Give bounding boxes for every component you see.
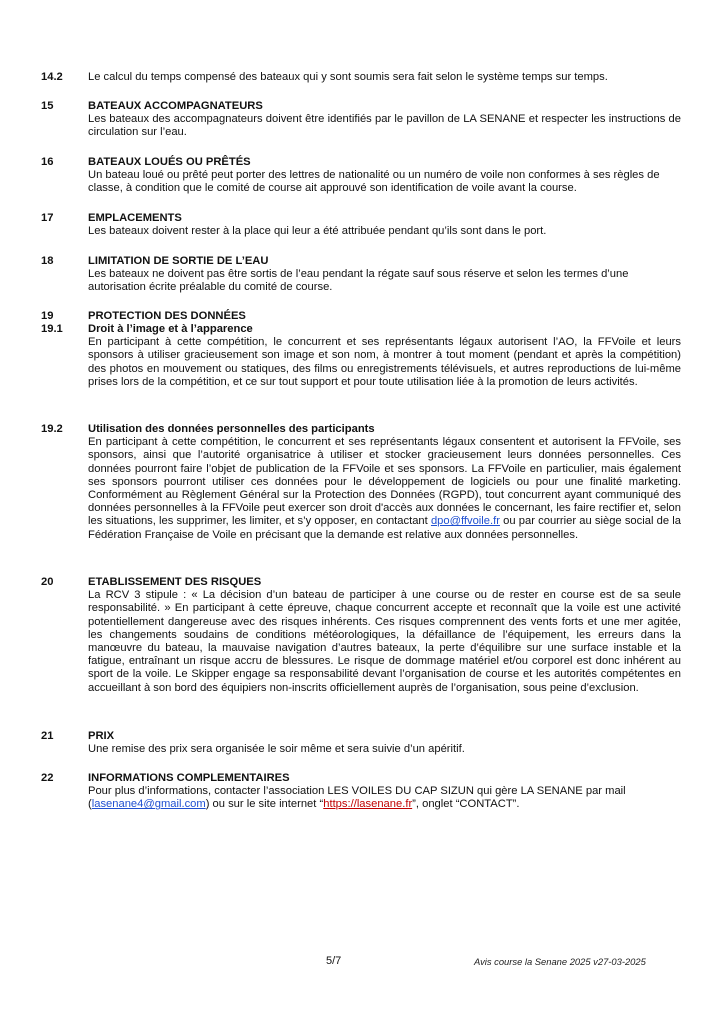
text-before: En participant à cette compétition, le concurrent et ses représentants légaux consentent et autorisent la FFVoile, ses sponsors, ainsi que l’autorité organisatrice à utiliser et stocker gracieusement leurs données personnelles. Ces données pourront faire l’objet de publication de la FFVoile et ses sponsors. La FFVoile en particulier, mais également ses sponsors pourront utiliser ces données pour le développement de logiciels ou pour une finalité marketing. Conformément au Règlement Général sur la Protection des Données (RGPD), tout concurrent ayant communiqué des données personnelles à la FFVoile peut exercer son droit d'accès aux données le concernant, les faire rectifier et, selon les situations, les supprimer, les limiter, et s’y opposer, en contactant <box>88 436 681 528</box>
section-number: 19 <box>41 310 54 322</box>
section-number: 16 <box>41 156 54 168</box>
section-text <box>88 785 681 811</box>
section-text: Les bateaux ne doivent pas être sortis de l’eau pendant la régate sauf sous réserve et selon les termes d’une autorisation écrite préalable du comité de course. <box>88 268 629 294</box>
text-after: ou par courrier au siège social de la Fédération Française de Voile en précisant que la demande est relative aux données personnelles. <box>88 515 681 541</box>
document-reference: Avis course la Senane 2025 v27-03-2025 <box>474 956 646 967</box>
section-text: La RCV 3 stipule : « La décision d’un bateau de participer à une course ou de rester en course est de sa seule responsabilité. » En participant à cette épreuve, chaque concurrent accepte et reconnaît que la voile est une activité potentiellement dangereuse avec des risques inhérents. Ces risques comprennent des vents forts et une mer agitée, les changements soudains de conditions météorologiques, la défaillance de l’équipement, les erreurs dans la manœuvre du bateau, la mauvaise navigation d’autres bateaux, la perte d’équilibre sur une surface instable et la fatigue, entraînant un risque accru de blessures. Le risque de dommage matériel et/ou corporel est donc inhérent au sport de la voile. Le Skipper engage sa responsabilité devant l’organisation de course et les autorités compétentes en accueillant à son bord des équipiers non-inscrits officiellement auprès de l’organisation, sous peine d’exclusion. <box>88 589 681 694</box>
section-number: 19.2 <box>41 423 63 435</box>
section-title: BATEAUX ACCOMPAGNATEURS <box>88 100 263 112</box>
section-text: Le calcul du temps compensé des bateaux qui y sont soumis sera fait selon le système temps sur temps. <box>88 71 608 83</box>
section-title: ETABLISSEMENT DES RISQUES <box>88 576 262 588</box>
contact-email-link[interactable]: lasenane4@gmail.com <box>91 798 206 811</box>
section-title: EMPLACEMENTS <box>88 212 182 224</box>
section-number: 14.2 <box>41 71 63 83</box>
section-number: 17 <box>41 212 54 224</box>
section-text: Les bateaux doivent rester à la place qui leur a été attribuée pendant qu’ils sont dans le port. <box>88 225 547 238</box>
section-title: INFORMATIONS COMPLEMENTAIRES <box>88 772 290 784</box>
section-number: 22 <box>41 772 54 784</box>
section-number: 21 <box>41 730 54 742</box>
section-title: BATEAUX LOUÉS OU PRÊTÉS <box>88 156 251 168</box>
text-middle: ) ou sur le site internet “ <box>205 798 324 811</box>
section-title: PRIX <box>88 730 115 742</box>
dpo-email-link[interactable]: dpo@ffvoile.fr <box>430 515 500 528</box>
section-number: 19.1 <box>41 323 63 335</box>
section-text: Un bateau loué ou prêté peut porter des lettres de nationalité ou un numéro de voile non conformes à ses règles de classe, à condition que le comité de course ait approuvé son identification de voile avant la course. <box>88 169 660 195</box>
section-title: Utilisation des données personnelles des participants <box>88 423 375 435</box>
section-text <box>88 436 681 542</box>
section-number: 15 <box>41 100 54 112</box>
website-link[interactable]: https://lasenane.fr <box>323 798 413 811</box>
section-number: 18 <box>41 255 54 267</box>
section-text: Les bateaux des accompagnateurs doivent être identifiés par le pavillon de LA SENANE et respecter les instructions de circulation sur l’eau. <box>88 113 681 139</box>
text-after: ”, onglet “CONTACT”. <box>412 798 520 811</box>
page-number: 5/7 <box>326 955 342 967</box>
text-before: Pour plus d’informations, contacter l’association LES VOILES DU CAP SIZUN qui gère LA SENANE par mail ( <box>88 785 626 811</box>
section-title: LIMITATION DE SORTIE DE L’EAU <box>88 255 269 267</box>
section-title: PROTECTION DES DONNÉES <box>88 310 246 322</box>
section-number: 20 <box>41 576 54 588</box>
section-title: Droit à l’image et à l’apparence <box>88 323 253 335</box>
section-text: Une remise des prix sera organisée le soir même et sera suivie d’un apéritif. <box>88 743 465 756</box>
section-text: En participant à cette compétition, le concurrent et ses représentants légaux autorisent l’AO, la FFVoile et leurs sponsors à utiliser gracieusement son image et son nom, à montrer à tout moment (pendant et après la compétition) des photos en mouvement ou statiques, des films ou enregistrements télévisuels, et autres reproductions de lui-même prises lors de la compétition, et ce sur tout support et pour toute utilisation liée à la promotion de leurs activités. <box>88 336 681 388</box>
